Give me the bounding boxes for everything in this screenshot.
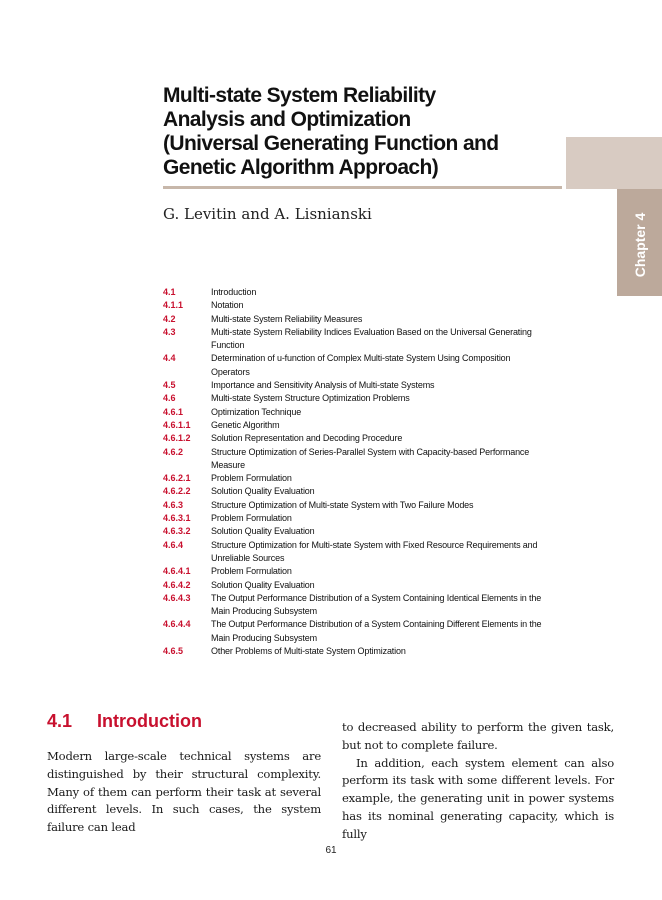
body-paragraph: Modern large-scale technical systems are distinguished by their structural complexity. Many of them can perform their task at several different levels. In such cases, the system failure can lead (47, 749, 321, 835)
toc-entry-title: Multi-state System Reliability Measures (211, 313, 363, 324)
toc-entry (163, 392, 573, 405)
toc-entry-number: 4.6.1.1 (163, 419, 191, 430)
toc-entry-number: 4.6.4.2 (163, 579, 191, 590)
title-rule (163, 186, 562, 189)
toc-entry-title: Problem Formulation (211, 473, 292, 484)
toc-entry-number (163, 339, 211, 352)
toc-entry (163, 645, 573, 658)
toc-entry (163, 605, 573, 618)
toc-entry-title: Operators (211, 366, 250, 377)
toc-entry (163, 565, 573, 578)
toc-entry (163, 459, 573, 472)
toc-entry-title: Other Problems of Multi-state System Optimization (211, 646, 406, 657)
toc-entry-number (163, 459, 211, 472)
toc-entry (163, 366, 573, 379)
toc-entry-number: 4.6.5 (163, 646, 184, 657)
toc-entry (163, 286, 573, 299)
toc-entry-number: 4.1.1 (163, 300, 184, 311)
toc-entry-number: 4.6.3.2 (163, 526, 191, 537)
toc-entry (163, 539, 573, 552)
toc-entry-number: 4.4 (163, 353, 176, 364)
toc-entry-title: Function (211, 340, 245, 351)
toc-entry-title: Solution Quality Evaluation (211, 579, 315, 590)
toc-entry-title: Determination of u-function of Complex Multi-state System Using Composition (211, 353, 511, 364)
toc-entry (163, 406, 573, 419)
chapter-title-line: Analysis and Optimization (163, 108, 411, 131)
toc-entry-title: Genetic Algorithm (211, 419, 280, 430)
toc-entry (163, 379, 573, 392)
section-title: Introduction (97, 711, 202, 731)
toc-entry-number: 4.6 (163, 393, 176, 404)
toc-entry-number: 4.6.3.1 (163, 513, 191, 524)
toc-entry (163, 632, 573, 645)
toc-entry-number: 4.6.1 (163, 406, 184, 417)
toc-entry (163, 525, 573, 538)
toc-entry-title: Multi-state System Reliability Indices Evaluation Based on the Universal Generating (211, 326, 532, 337)
toc-entry-title: Multi-state System Structure Optimization Problems (211, 393, 410, 404)
toc-entry-title: Main Producing Subsystem (211, 632, 317, 643)
body-paragraph: to decreased ability to perform the given task, but not to complete failure. (342, 720, 614, 752)
toc-entry-title: Solution Representation and Decoding Procedure (211, 433, 403, 444)
chapter-title-line: Genetic Algorithm Approach) (163, 156, 439, 179)
toc-entry (163, 313, 573, 326)
toc-entry-number (163, 632, 211, 645)
toc-entry-title: The Output Performance Distribution of a System Containing Identical Elements in the (211, 592, 542, 603)
page-number: 61 (325, 845, 337, 856)
toc-entry-number (163, 366, 211, 379)
body-column-left (47, 748, 321, 837)
toc-entry-title: Measure (211, 459, 245, 470)
toc-entry-title: Notation (211, 300, 244, 311)
toc-entry-title: Solution Quality Evaluation (211, 486, 315, 497)
toc-entry-title: Structure Optimization for Multi-state System with Fixed Resource Requirements and (211, 539, 538, 550)
toc-entry-number: 4.6.2.2 (163, 486, 191, 497)
body-paragraph: In addition, each system element can also perform its task with some different levels. For example, the generating unit in power systems has its nominal generating capacity, which is fully (342, 755, 614, 841)
toc-entry-number: 4.1 (163, 287, 176, 297)
toc-entry-number: 4.6.1.2 (163, 433, 191, 444)
toc-entry (163, 299, 573, 312)
toc-entry (163, 592, 573, 605)
toc-entry-number: 4.6.2.1 (163, 473, 191, 484)
chapter-title-line: (Universal Generating Function and (163, 132, 499, 155)
toc-entry (163, 446, 573, 459)
toc-entry-number: 4.2 (163, 313, 176, 324)
toc-entry (163, 552, 573, 565)
toc-entry-title: Solution Quality Evaluation (211, 526, 315, 537)
toc-entry-title: Main Producing Subsystem (211, 606, 317, 617)
toc-entry-number: 4.5 (163, 380, 176, 391)
toc-entry-number: 4.6.4.1 (163, 566, 191, 577)
toc-entry (163, 339, 573, 352)
toc-entry-number: 4.6.3 (163, 499, 184, 510)
toc-entry (163, 579, 573, 592)
toc-entry-title: Structure Optimization of Series-Parallel System with Capacity-based Performance (211, 446, 530, 457)
toc-entry-number: 4.6.4 (163, 539, 184, 550)
toc-entry (163, 432, 573, 445)
toc-entry (163, 419, 573, 432)
toc-entry (163, 618, 573, 631)
toc-entry-title: Optimization Technique (211, 406, 302, 417)
toc-entry (163, 512, 573, 525)
toc-entry-title: Unreliable Sources (211, 552, 285, 563)
toc-entry-title: Problem Formulation (211, 566, 292, 577)
body-column-right (342, 719, 614, 844)
toc-entry-title: Problem Formulation (211, 513, 292, 524)
toc-entry (163, 485, 573, 498)
toc-entry-title: Structure Optimization of Multi-state System with Two Failure Modes (211, 499, 474, 510)
chapter-title-line: Multi-state System Reliability (163, 84, 436, 107)
toc-entry (163, 352, 573, 365)
toc-entry-number: 4.3 (163, 326, 176, 337)
chapter-tab-label: Chapter 4 (632, 212, 648, 278)
toc-entry (163, 499, 573, 512)
toc-entry-number: 4.6.4.4 (163, 619, 191, 630)
toc-entry-number (163, 552, 211, 565)
chapter-tab-block (566, 137, 662, 189)
chapter-authors: G. Levitin and A. Lisnianski (163, 205, 372, 223)
table-of-contents (163, 286, 573, 658)
chapter-title (163, 84, 563, 180)
toc-entry-number: 4.6.2 (163, 446, 184, 457)
section-heading (47, 711, 202, 732)
toc-entry-title: Introduction (211, 287, 257, 297)
toc-entry-number: 4.6.4.3 (163, 592, 191, 603)
toc-entry-number (163, 605, 211, 618)
toc-entry-title: The Output Performance Distribution of a System Containing Different Elements in the (211, 619, 542, 630)
section-number: 4.1 (47, 711, 73, 731)
toc-entry (163, 472, 573, 485)
toc-entry-title: Importance and Sensitivity Analysis of Multi-state Systems (211, 380, 435, 391)
toc-entry (163, 326, 573, 339)
